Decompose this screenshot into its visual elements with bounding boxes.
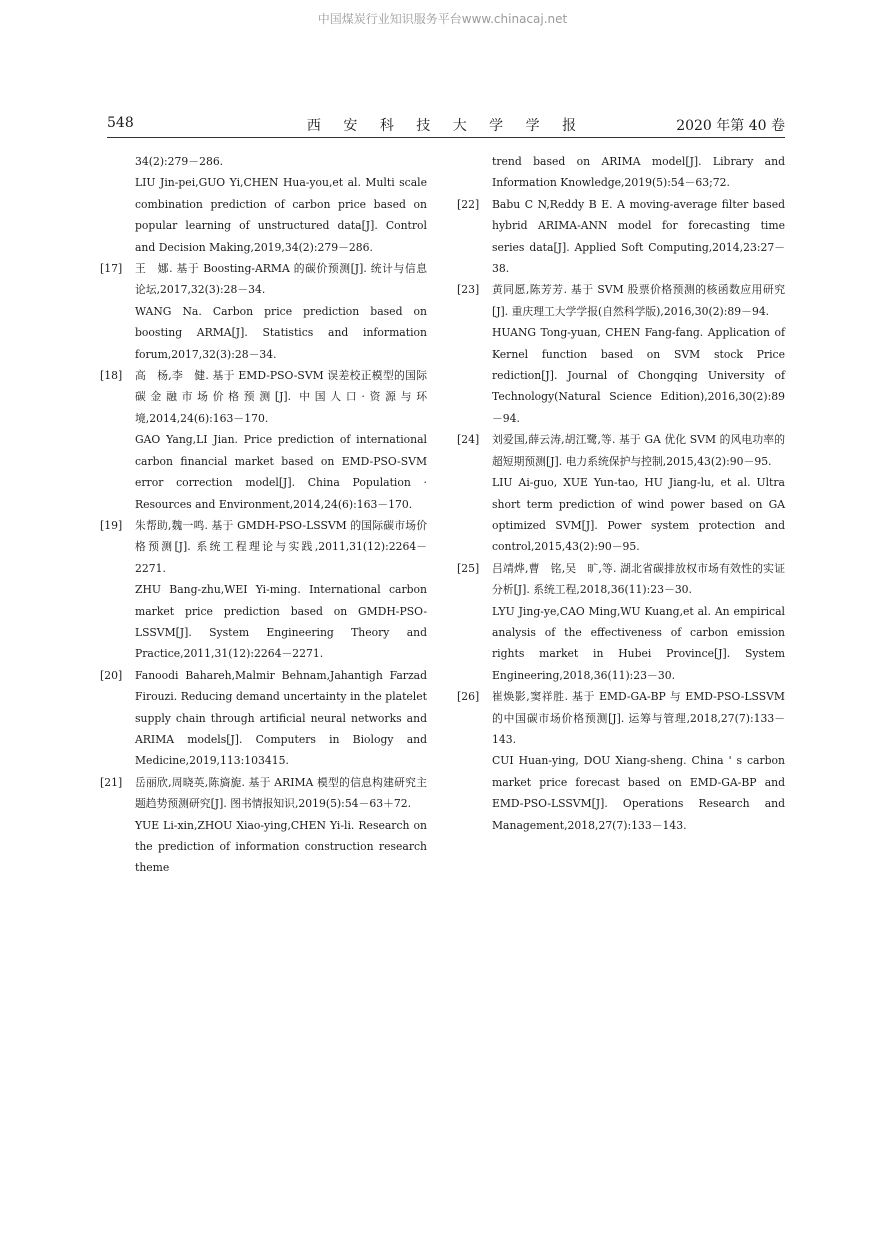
reference-text: YUE Li-xin,ZHOU Xiao-ying,CHEN Yi-li. Research on the prediction of information construction research theme <box>135 818 427 875</box>
reference-text: trend based on ARIMA model[J]. Library and Information Knowledge,2019(5):54－63;72. <box>492 155 785 190</box>
reference-entry <box>100 258 427 365</box>
reference-entry <box>100 515 427 665</box>
reference-number: [26] <box>457 690 480 704</box>
reference-entry <box>457 429 785 557</box>
reference-entry <box>100 365 427 515</box>
reference-number: [22] <box>457 197 480 211</box>
reference-entry <box>100 772 427 879</box>
reference-entry <box>100 151 427 258</box>
reference-number: [24] <box>457 433 480 447</box>
reference-text: 朱帮助,魏一鸣. 基于 GMDH-PSO-LSSVM 的国际碳市场价格预测[J]. 系统工程理论与实践,2011,31(12):2264－2271. <box>135 518 427 575</box>
reference-entry <box>457 686 785 836</box>
page-number: 548 <box>107 115 134 131</box>
reference-number: [18] <box>100 369 123 383</box>
reference-text: Fanoodi Bahareh,Malmir Behnam,Jahantigh Farzad Firouzi. Reducing demand uncertainty in the platelet supply chain through artificial neural networks and ARIMA models[J]. Computers in Biology and Medicine,2019,113:103415. <box>135 668 427 768</box>
reference-text: 高 杨,李 健. 基于 EMD-PSO-SVM 误差校正模型的国际碳金融市场价格预测[J]. 中国人口·资源与环境,2014,24(6):163－170. <box>135 369 427 425</box>
left-column <box>100 151 427 879</box>
reference-text: LIU Jin-pei,GUO Yi,CHEN Hua-you,et al. Multi scale combination prediction of carbon price based on popular learning of unstructured data[J]. Control and Decision Making,2019,34(2):279－286. <box>135 176 427 254</box>
reference-text: CUI Huan-ying, DOU Xiang-sheng. China ' s carbon market price forecast based on EMD-GA-BP and EMD-PSO-LSSVM[J]. Operations Research and Management,2018,27(7):133－143. <box>492 754 785 832</box>
reference-entry <box>457 151 785 194</box>
journal-title: 西 安 科 技 大 学 学 报 <box>306 118 586 134</box>
reference-text: Babu C N,Reddy B E. A moving-average filter based hybrid ARIMA-ANN model for forecasting time series data[J]. Applied Soft Computing,2014,23:27－38. <box>492 197 785 276</box>
reference-text: 34(2):279－286. <box>135 155 224 168</box>
reference-entry <box>100 665 427 772</box>
reference-number: [20] <box>100 668 123 682</box>
reference-entry <box>457 194 785 280</box>
reference-number: [19] <box>100 518 123 532</box>
reference-text: 黄同愿,陈芳芳. 基于 SVM 股票价格预测的核函数应用研究[J]. 重庆理工大学学报(自然科学版),2016,30(2):89－94. <box>492 283 785 318</box>
reference-text: 崔焕影,窦祥胜. 基于 EMD-GA-BP 与 EMD-PSO-LSSVM 的中国碳市场价格预测[J]. 运筹与管理,2018,27(7):133－143. <box>492 690 785 746</box>
reference-text: HUANG Tong-yuan, CHEN Fang-fang. Application of Kernel function based on SVM stock Price rediction[J]. Journal of Chongqing University of Technology(Natural Science Edition),2016,30(2):89－94. <box>492 326 785 425</box>
reference-entry <box>457 279 785 429</box>
reference-number: [21] <box>100 775 123 789</box>
right-column <box>457 151 785 836</box>
reference-text: WANG Na. Carbon price prediction based on boosting ARMA[J]. Statistics and information forum,2017,32(3):28－34. <box>135 304 427 361</box>
reference-number: [17] <box>100 262 123 276</box>
reference-text: ZHU Bang-zhu,WEI Yi-ming. International carbon market price prediction based on GMDH-PSO-LSSVM[J]. System Engineering Theory and Practice,2011,31(12):2264－2271. <box>135 583 427 661</box>
reference-entry <box>457 558 785 686</box>
reference-number: [25] <box>457 561 480 575</box>
volume-info: 2020 年第 40 卷 <box>676 118 785 134</box>
page-header <box>107 113 785 138</box>
reference-text: LIU Ai-guo, XUE Yun-tao, HU Jiang-lu, et al. Ultra short term prediction of wind power based on GA optimized SVM[J]. Power system protection and control,2015,43(2):90－95. <box>492 476 785 554</box>
reference-number: [23] <box>457 283 480 297</box>
reference-text: LYU Jing-ye,CAO Ming,WU Kuang,et al. An empirical analysis of the effectiveness of carbon emission rights market in Hubei Province[J]. System Engineering,2018,36(11):23－30. <box>492 604 785 682</box>
watermark: 中国煤炭行业知识服务平台www.chinacaj.net <box>317 12 568 26</box>
reference-text: 王 娜. 基于 Boosting-ARMA 的碳价预测[J]. 统计与信息论坛,2017,32(3):28－34. <box>135 262 427 297</box>
reference-text: 刘爱国,薛云涛,胡江鹭,等. 基于 GA 优化 SVM 的风电功率的超短期预测[J]. 电力系统保护与控制,2015,43(2):90－95. <box>492 433 785 468</box>
reference-text: 吕靖烨,曹 铭,吴 旷,等. 湖北省碳排放权市场有效性的实证分析[J]. 系统工程,2018,36(11):23－30. <box>492 561 785 597</box>
reference-text: GAO Yang,LI Jian. Price prediction of international carbon financial market based on EMD-PSO-SVM error correction model[J]. China Population · Resources and Environment,2014,24(6):163－170. <box>135 433 427 511</box>
reference-text: 岳丽欣,周晓英,陈旖旎. 基于 ARIMA 模型的信息构建研究主题趋势预测研究[J]. 图书情报知识,2019(5):54－63＋72. <box>135 775 427 811</box>
